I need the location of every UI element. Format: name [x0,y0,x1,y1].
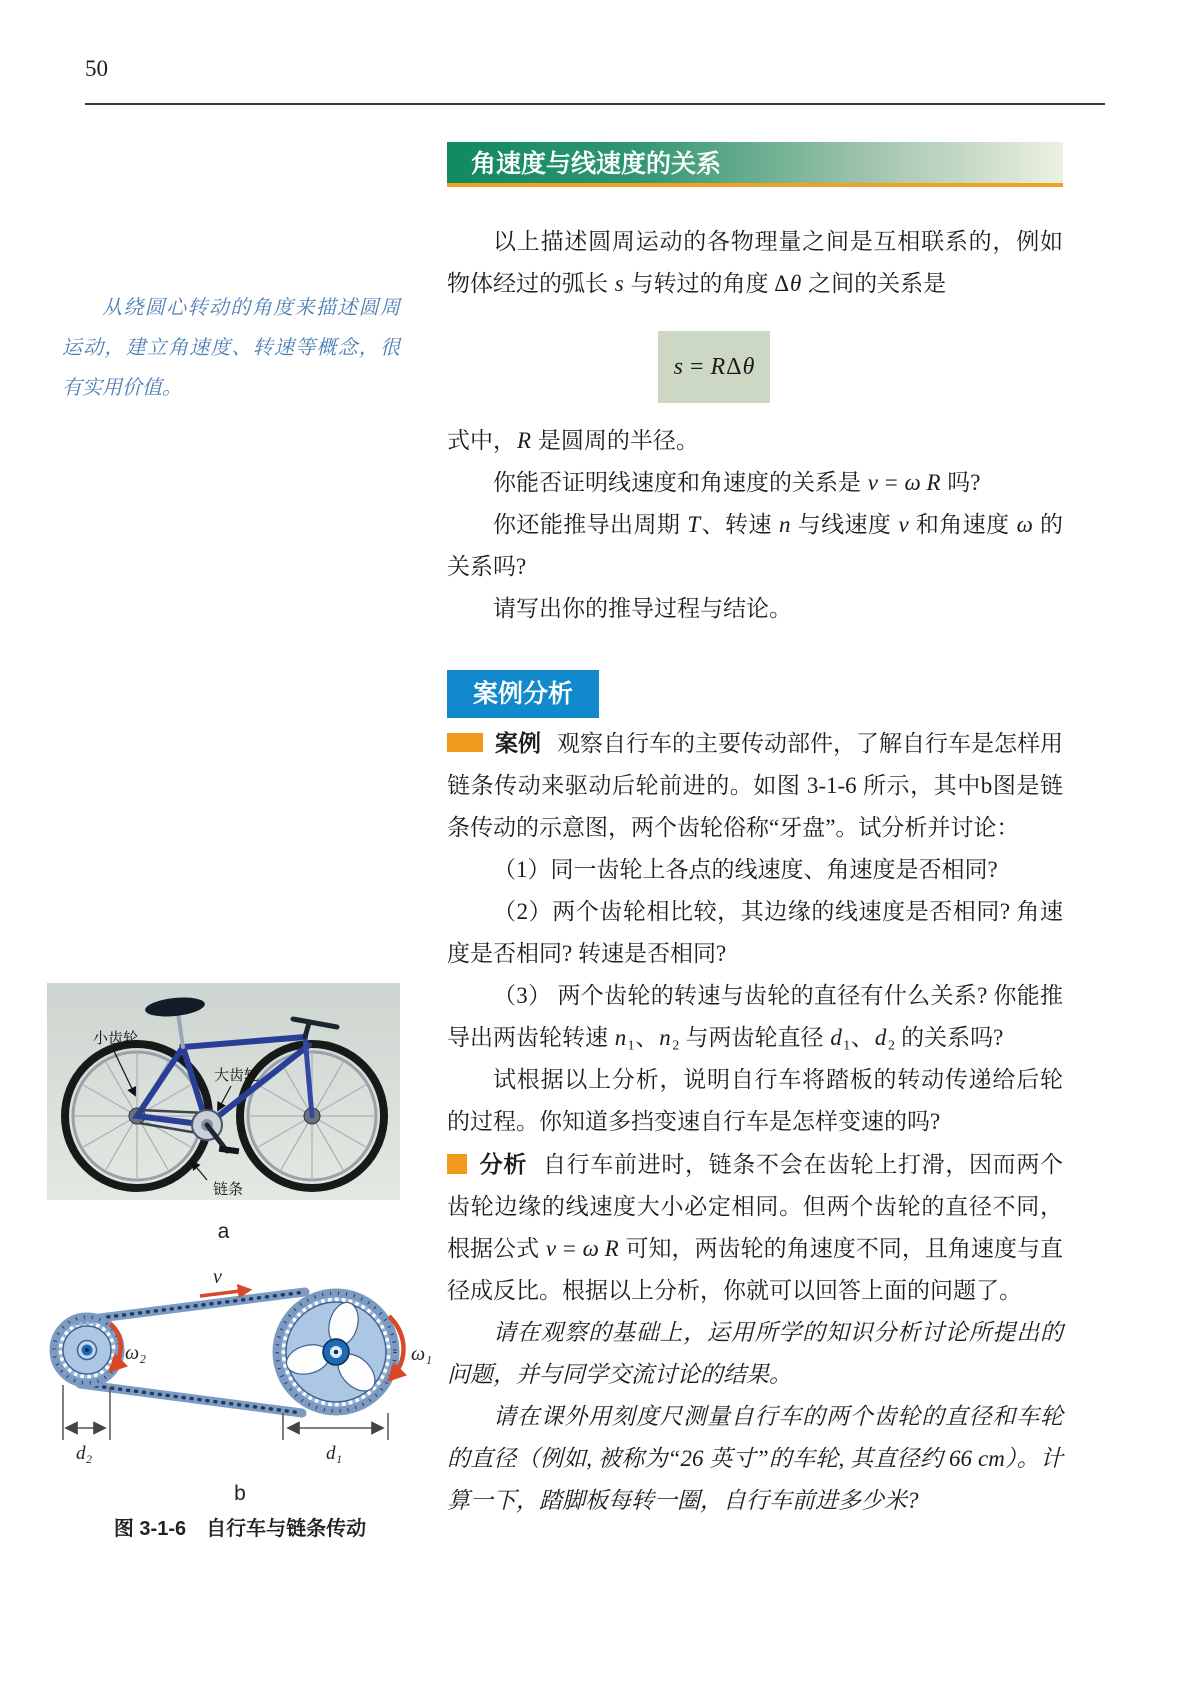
case-analysis-header-label: 案例分析 [472,680,573,708]
question-1: 你能否证明线速度和角速度的关系是 v = ω R 吗? [493,470,981,495]
note-observe: 请在观察的基础上，运用所学的知识分析讨论所提出的问题，并与同学交流讨论的结果。 [447,1320,1063,1387]
photo-label-large-gear: 大齿轮 [214,1068,260,1084]
formula-wrap [447,331,1063,403]
figure-sub-a: a [217,1220,230,1243]
omega1-label: ω₁ [411,1343,433,1365]
d1-label: d₁ [326,1443,343,1464]
case-marker [447,733,483,752]
case-followup: 试根据以上分析，说明自行车将踏板的转动传递给后轮的过程。你知道多挡变速自行车是怎样变速的吗? [447,1067,1063,1134]
analysis-marker [447,1154,467,1174]
bicycle-photo [47,983,400,1200]
figure-caption: 图 3-1-6 自行车与链条传动 [113,1518,367,1540]
figure-sub-b: b [234,1482,246,1505]
case-text: 观察自行车的主要传动部件，了解自行车是怎样用链条传动来驱动后轮前进的。如图 3-1-6 所示，其中b图是链条传动的示意图，两个齿轮俗称“牙盘”。试分析并讨论： [447,731,1063,840]
case-label: 案例 [495,730,541,756]
intro-paragraph: 以上描述圆周运动的各物理量之间是互相联系的，例如物体经过的弧长 s 与转过的角度 Δθ 之间的关系是 [447,229,1063,296]
photo-label-small-gear: 小齿轮 [93,1031,139,1047]
omega2-label: ω₂ [125,1342,147,1364]
after-formula-text: 式中，R 是圆周的半径。 [447,428,699,453]
case-paragraph [447,722,1063,849]
main-column [447,142,1063,1522]
case-item-1: （1）同一齿轮上各点的线速度、角速度是否相同? [493,857,998,882]
question-3: 请写出你的推导过程与结论。 [493,596,792,621]
section-title-bar [447,142,1063,187]
analysis-text: 自行车前进时，链条不会在齿轮上打滑，因而两个齿轮边缘的线速度大小必定相同。但两个齿轮的直径不同，根据公式 v = ω R 可知，两齿轮的角速度不同，且角速度与直径成反比。根据以上分析，你就可以回答上面的问题了。 [447,1152,1063,1303]
analysis-paragraph [447,1143,1063,1312]
small-gear [60,1323,114,1377]
photo-label-chain: 链条 [213,1182,244,1198]
analysis-label: 分析 [479,1151,527,1177]
v-label: v [213,1266,222,1288]
d2-label: d₂ [76,1443,93,1464]
header-rule [85,103,1105,105]
velocity-arrow [200,1290,248,1296]
note-measure: 请在课外用刻度尺测量自行车的两个齿轮的直径和车轮的直径（例如, 被称为“26 英寸”的车轮, 其直径约 66 cm）。计算一下，踏脚板每转一圈，自行车前进多少米? [447,1404,1063,1513]
bicycle-illustration [47,983,400,1200]
section-title: 角速度与线速度的关系 [471,150,722,178]
case-item-3: （3） 两个齿轮的转速与齿轮的直径有什么关系? 你能推导出两齿轮转速 n₁、n₂ 与两齿轮直径 d₁、d₂ 的关系吗? [447,983,1063,1050]
chain-drive-diagram [40,1263,440,1468]
page-number: 50 [85,56,108,81]
formula-box [658,331,770,403]
formula-text: s = RΔθ [673,354,755,380]
case-analysis-header [447,670,599,718]
case-item-2: （2）两个齿轮相比较，其边缘的线速度是否相同? 角速度是否相同? 转速是否相同? [447,899,1063,966]
question-2: 你还能推导出周期 T、转速 n 与线速度 v 和角速度 ω 的关系吗? [447,512,1064,579]
margin-note: 从绕圆心转动的角度来描述圆周运动，建立角速度、转速等概念，很有实用价值。 [62,297,400,399]
